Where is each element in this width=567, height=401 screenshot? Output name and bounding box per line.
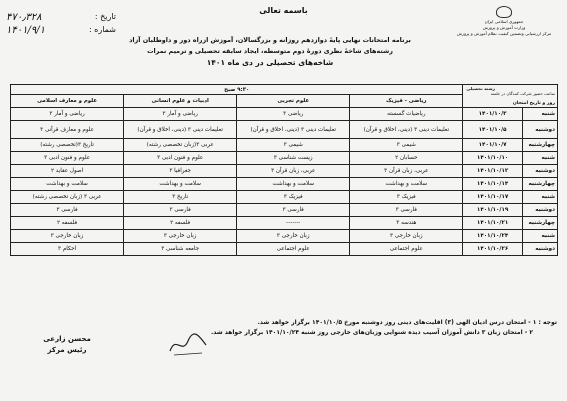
- day-cell: دوشنبه: [522, 165, 557, 178]
- note-1: توجه : ۱ - امتحان درس ادیان الهی (۳) اقلیت‌های دینی روز دوشنبه مورخ ۱۴۰۱/۱۰/۵ برگزار خواهد شد.: [257, 319, 557, 326]
- day-cell: شنبه: [522, 230, 557, 243]
- time-header: ۹:۳۰ صبح: [11, 85, 463, 95]
- subject-cell: جامعه شناسی ۳: [124, 243, 237, 256]
- subject-cell: علوم اجتماعی: [237, 243, 350, 256]
- date-cell: ۱۴۰۱/۱۰/۲۴: [463, 230, 523, 243]
- schedule-rows: [11, 108, 558, 256]
- subject-cell: عربی ۳ (زبان تخصصی رشته): [11, 191, 124, 204]
- subject-cell: هندسه ۳: [350, 217, 463, 230]
- subject-cell: سلامت و بهداشت: [11, 178, 124, 191]
- table-row: [11, 152, 558, 165]
- subject-cell: ریاضی ۳: [237, 108, 350, 121]
- subject-cell: تعلیمات دینی ۳ (دینی، اخلاق و قرآن): [237, 121, 350, 139]
- subject-cell: تعلیمات دینی ۳ (دینی، اخلاق و قرآن): [350, 121, 463, 139]
- day-cell: دوشنبه: [522, 243, 557, 256]
- subject-cell: جغرافیا ۳: [124, 165, 237, 178]
- subject-cell: احکام ۳: [11, 243, 124, 256]
- day-cell: شنبه: [522, 152, 557, 165]
- table-header-row: [11, 85, 558, 95]
- date-cell: ۱۴۰۱/۱۰/۱۴: [463, 178, 523, 191]
- signer-name: محسن زارعی: [43, 335, 91, 343]
- day-cell: چهارشنبه: [522, 139, 557, 152]
- subject-cell: علوم و فنون ادبی ۳: [11, 152, 124, 165]
- subject-cell: عربی ۳(زبان تخصصی رشته): [124, 139, 237, 152]
- title-line-3: شاخه‌های تحصیلی در دی ماه ۱۴۰۱: [206, 58, 334, 67]
- number-value: ۴۷۰٫۳۲۸: [6, 12, 42, 23]
- date-cell: ۱۴۰۱/۱۰/۷: [463, 139, 523, 152]
- day-cell: شنبه: [522, 191, 557, 204]
- table-row: [11, 139, 558, 152]
- subject-cell: زبان خارجی ۳: [124, 230, 237, 243]
- day-cell: دوشنبه: [522, 204, 557, 217]
- table-row: [11, 121, 558, 139]
- date-cell: ۱۴۰۱/۱۰/۵: [463, 121, 523, 139]
- table-row: [11, 108, 558, 121]
- subject-cell: عربی، زبان قرآن ۳: [350, 165, 463, 178]
- table-row: [11, 165, 558, 178]
- country-name: جمهوری اسلامی ایران: [484, 19, 524, 24]
- exam-schedule-table: [10, 84, 558, 256]
- subject-cell: فیزیک ۳: [237, 191, 350, 204]
- reference-box: [6, 12, 116, 38]
- table-row: [11, 178, 558, 191]
- date-cell: ۱۴۰۱/۱۰/۲۱: [463, 217, 523, 230]
- table-row: [11, 243, 558, 256]
- subject-cell: علوم و فنون ادبی ۳: [124, 152, 237, 165]
- subject-cell: زیست شناسی ۳: [237, 152, 350, 165]
- letterhead: [449, 6, 559, 37]
- subject-cell: -------: [237, 217, 350, 230]
- subject-cell: ریاضی و آمار ۳: [124, 108, 237, 121]
- date-cell: ۱۴۰۱/۱۰/۱۷: [463, 191, 523, 204]
- subject-cell: حسابان ۲: [350, 152, 463, 165]
- subject-cell: فارسی ۳: [350, 204, 463, 217]
- handwritten-signature-icon: [166, 331, 210, 359]
- signature-block: [22, 334, 112, 356]
- subject-cell: علوم اجتماعی: [350, 243, 463, 256]
- subject-cell: زبان خارجی ۳: [237, 230, 350, 243]
- subject-cell: زبان خارجی ۳: [11, 230, 124, 243]
- subject-cell: فارسی ۳: [124, 204, 237, 217]
- title-line-2: رشته‌های شاخهٔ نظری دورهٔ دوم متوسطه، ایجاد سابقه تحصیلی و ترمیم نمرات: [147, 47, 393, 55]
- day-cell: چهارشنبه: [522, 217, 557, 230]
- col-math-physics: ریاضی - فیزیک: [350, 95, 463, 108]
- col-islamic-sciences: علوم و معارف اسلامی: [11, 95, 124, 108]
- subject-cell: عربی، زبان قرآن ۳: [237, 165, 350, 178]
- subject-cell: فلسفه ۲: [11, 217, 124, 230]
- signer-role: رئیس مرکز: [47, 346, 87, 354]
- corner-field-label: رشته تحصیلی: [466, 86, 495, 91]
- ministry-name: وزارت آموزش و پرورش: [482, 25, 526, 30]
- subject-cell: شیمی ۳: [350, 139, 463, 152]
- subject-cell: فارسی ۳: [11, 204, 124, 217]
- date-cell: ۱۴۰۱/۱۰/۳: [463, 108, 523, 121]
- title-line-1: برنامه امتحانات نهایی پایهٔ دوازدهم روزانه و بزرگسالان، آموزش ازراه دور و داوطلبان آزاد: [129, 36, 411, 44]
- subject-cell: فلسفه ۲: [124, 217, 237, 230]
- date-cell: ۱۴۰۱/۱۰/۱۹: [463, 204, 523, 217]
- table-row: [11, 217, 558, 230]
- subject-cell: سلامت و بهداشت: [124, 178, 237, 191]
- subject-cell: تعلیمات دینی ۳ (دینی، اخلاق و قرآن): [124, 121, 237, 139]
- subject-cell: زبان خارجی ۳: [350, 230, 463, 243]
- date-cell: ۱۴۰۱/۱۰/۲۶: [463, 243, 523, 256]
- date-value: ۱۴۰۱/۹/۱: [6, 25, 45, 36]
- date-cell: ۱۴۰۱/۱۰/۱۰: [463, 152, 523, 165]
- note-2: ۲ - امتحان زبان ۳ دانش آموزان آسیب دیده شنوایی وزبان‌های خارجی روز شنبه ۱۴۰۱/۱۰/۲۴ برگزار خواهد شد.: [210, 329, 533, 336]
- number-label: تاریخ :: [94, 12, 116, 21]
- subject-cell: اصول عقاید ۲: [11, 165, 124, 178]
- day-cell: چهارشنبه: [522, 178, 557, 191]
- bismillah-heading: باسمه تعالی: [259, 6, 308, 15]
- corner-cell: [463, 85, 558, 108]
- subject-cell: شیمی ۳: [237, 139, 350, 152]
- subject-cell: علوم و معارف قرآنی ۳: [11, 121, 124, 139]
- subject-cell: تاریخ ۳: [124, 191, 237, 204]
- col-humanities: ادبیات و علوم انسانی: [124, 95, 237, 108]
- day-cell: شنبه: [522, 108, 557, 121]
- subject-cell: ریاضیات گسسته: [350, 108, 463, 121]
- corner-time-label: ساعت حضور شرکت کنندگان در جلسه: [490, 91, 555, 96]
- subject-cell: تاریخ ۳(تخصصی رشته): [11, 139, 124, 152]
- corner-date-label: روز و تاریخ امتحان: [512, 101, 555, 106]
- table-row: [11, 191, 558, 204]
- date-label: شماره :: [88, 25, 116, 34]
- subject-cell: فارسی ۳: [237, 204, 350, 217]
- date-cell: ۱۴۰۱/۱۰/۱۲: [463, 165, 523, 178]
- table-row: [11, 204, 558, 217]
- national-emblem-icon: [496, 6, 512, 18]
- subject-cell: فیزیک ۳: [350, 191, 463, 204]
- subject-cell: ریاضی و آمار ۳: [11, 108, 124, 121]
- day-cell: دوشنبه: [522, 121, 557, 139]
- subject-cell: سلامت و بهداشت: [237, 178, 350, 191]
- subject-cell: سلامت و بهداشت: [350, 178, 463, 191]
- col-experimental-sciences: علوم تجربی: [237, 95, 350, 108]
- table-row: [11, 230, 558, 243]
- center-name: مرکز ارزشیابی وتضمین کیفیت نظام آموزش و پرورش: [456, 31, 552, 36]
